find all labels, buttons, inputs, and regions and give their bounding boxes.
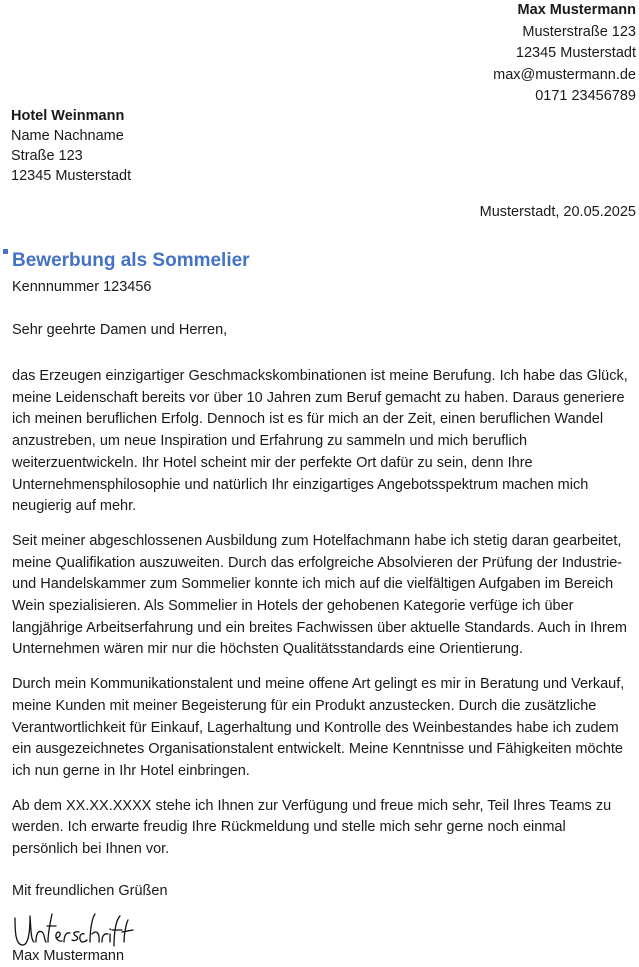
letter-subject: Bewerbung als Sommelier <box>12 250 250 271</box>
recipient-company: Hotel Weinmann <box>11 108 125 124</box>
body-paragraph: Ab dem XX.XX.XXXX stehe ich Ihnen zur Verfügung und freue mich sehr, Teil Ihres Teams zu werden. Ich erwarte freudig Ihre Rückmeldung und stelle mich sehr gerne noch einmal persönlich bei Ihnen vor. <box>12 797 612 858</box>
recipient-city: 12345 Musterstadt <box>11 168 132 184</box>
closing-phrase: Mit freundlichen Grüßen <box>12 883 168 899</box>
sender-name: Max Mustermann <box>517 2 636 18</box>
letter-body <box>12 366 632 874</box>
body-paragraph: Durch mein Kommunikationstalent und meine offene Art gelingt es mir in Beratung und Verkauf, meine Kunden mit meiner Begeisterung für ein Produkt anzustecken. Durch die zusätzliche Verantwortlichkeit für Einkauf, Lagerhaltung und Kontrolle des Weinbestandes habe ich zudem ein ausgezeichnetes Organisationstalent entwickelt. Meine Kenntnisse und Fähigkeiten möchte ich nun gerne in Ihr Hotel einbringen. <box>12 676 625 779</box>
recipient-block <box>11 106 131 186</box>
recipient-contact: Name Nachname <box>11 128 124 144</box>
subject-marker <box>3 249 8 254</box>
reference-number: Kennnummer 123456 <box>12 279 152 295</box>
recipient-street: Straße 123 <box>11 148 83 164</box>
letter-date: Musterstadt, 20.05.2025 <box>479 204 636 220</box>
body-paragraph: Seit meiner abgeschlossenen Ausbildung zum Hotelfachmann habe ich stetig daran gearbeitet, meine Qualifikation auszuweiten. Durch das erfolgreiche Absolvieren der Prüfung der Industrie- und Handelskammer zum Sommelier konnte ich mich auf die vielfältigen Aufgaben im Bereich Wein spezialisieren. Als Sommelier in Hotels der gehobenen Kategorie verfüge ich über langjährige Arbeitserfahrung und ein breites Fachwissen über aktuelle Standards. Auch in Ihrem Unternehmen wären mir nur die höchsten Qualitätsstandards eine Orientierung. <box>12 532 628 658</box>
sender-email: max@mustermann.de <box>493 66 636 83</box>
sender-street: Musterstraße 123 <box>522 23 636 40</box>
sender-city: 12345 Musterstadt <box>515 45 636 61</box>
signer-name: Max Mustermann <box>12 948 125 964</box>
sender-phone: 0171 23456789 <box>535 88 636 104</box>
handwritten-signature <box>12 904 134 952</box>
sender-block <box>493 0 636 108</box>
body-paragraph: das Erzeugen einzigartiger Geschmackskombinationen ist meine Berufung. Ich habe das Glück, meine Leidenschaft bereits vor über 10 Jahren zum Beruf gemacht zu haben. Daraus generiere ich meinen beruflichen Erfolg. Dennoch ist es für mich an der Zeit, einen beruflichen Wandel anzustreben, um neue Inspiration und Erfahrung zu sammeln und mich beruflich weiterzuentwickeln. Ihr Hotel scheint mir der perfekte Ort dafür zu sein, denn Ihre Unternehmensphilosophie und natürlich Ihr einzigartiges Angebotsspektrum machen mich neugierig auf mehr. <box>12 368 628 515</box>
salutation: Sehr geehrte Damen und Herren, <box>12 322 228 338</box>
